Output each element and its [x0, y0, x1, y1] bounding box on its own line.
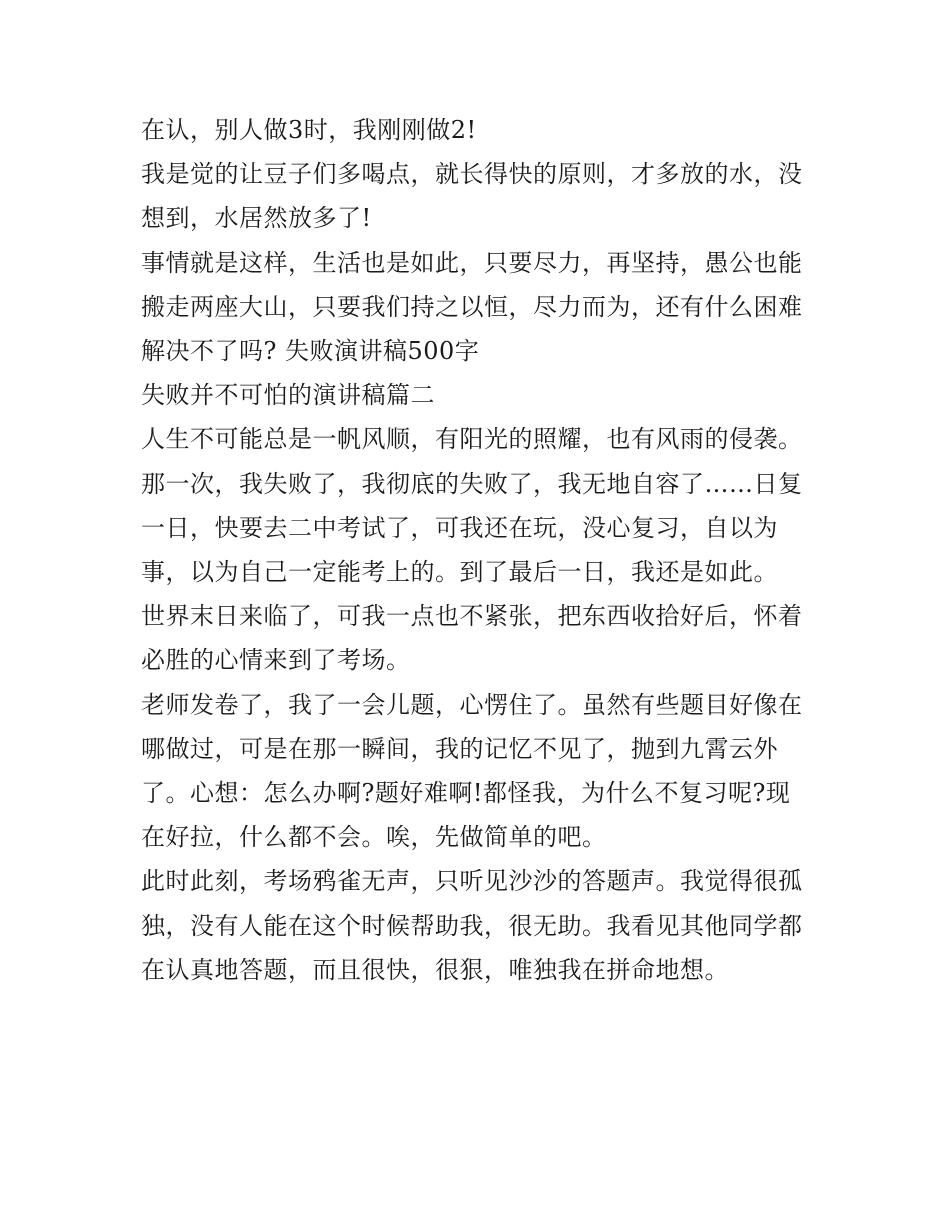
text-line: 世界末日来临了，可我一点也不紧张，把东西收拾好后，怀着 [141, 602, 803, 631]
text-line: 想到，水居然放多了! [141, 204, 372, 233]
text-line: 人生不可能总是一帆风顺，有阳光的照耀，也有风雨的侵袭。 [141, 425, 803, 454]
text-line: 必胜的心情来到了考场。 [141, 646, 411, 675]
text-line: 那一次，我失败了，我彻底的失败了，我无地自容了……日复 [141, 469, 803, 498]
text-line: 在好拉，什么都不会。唉，先做简单的吧。 [141, 823, 607, 852]
text-line: 搬走两座大山，只要我们持之以恒，尽力而为，还有什么困难 [141, 292, 803, 321]
text-line: 在认，别人做3时，我刚刚做2! [141, 116, 477, 144]
text-line: 了。心想：怎么办啊?题好难啊!都怪我，为什么不复习呢?现 [141, 779, 791, 808]
text-line: 在认真地答题，而且很快，很狠，唯独我在拼命地想。 [141, 955, 729, 984]
section-heading: 失败并不可怕的演讲稿篇二 [141, 381, 435, 410]
text-line: 独，没有人能在这个时候帮助我，很无助。我看见其他同学都 [141, 911, 803, 940]
text-line: 事情就是这样，生活也是如此，只要尽力，再坚持，愚公也能 [141, 248, 803, 277]
text-line: 一日，快要去二中考试了，可我还在玩，没心复习，自以为 [141, 513, 778, 542]
document-body [141, 108, 821, 992]
text-line: 解决不了吗? 失败演讲稿500字 [141, 337, 480, 366]
text-line: 哪做过，可是在那一瞬间，我的记忆不见了，抛到九霄云外 [141, 734, 778, 763]
text-line: 老师发卷了，我了一会儿题，心愣住了。虽然有些题目好像在 [141, 690, 803, 719]
text-line: 我是觉的让豆子们多喝点，就长得快的原则，才多放的水，没 [141, 160, 803, 189]
text-line: 此时此刻，考场鸦雀无声，只听见沙沙的答题声。我觉得很孤 [141, 867, 803, 896]
text-line: 事，以为自己一定能考上的。到了最后一日，我还是如此。 [141, 558, 778, 587]
